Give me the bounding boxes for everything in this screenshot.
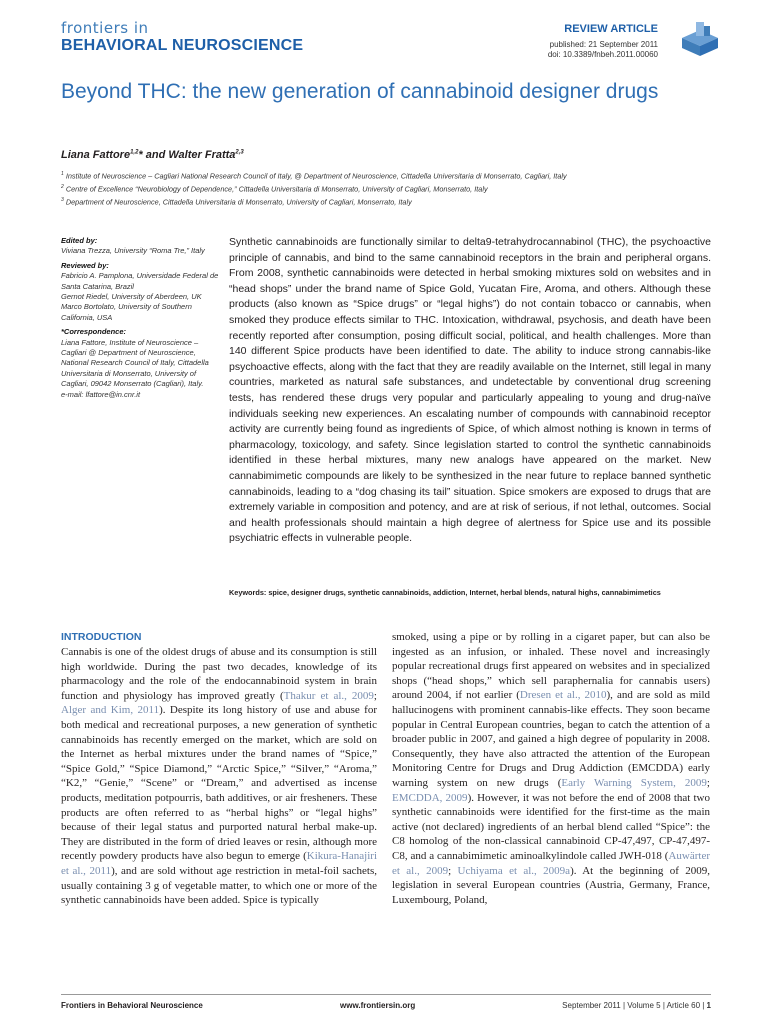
editorial-sidebar xyxy=(61,236,221,400)
reviewer: Fabricio A. Pamplona, Universidade Federal de Santa Catarina, Brazil xyxy=(61,271,219,291)
section-heading-introduction: INTRODUCTION xyxy=(61,631,142,643)
citation-link[interactable]: Thakur et al., 2009 xyxy=(283,689,374,702)
doi: doi: 10.3389/fnbeh.2011.00060 xyxy=(547,50,658,59)
body-text: Cannabis is one of the oldest drugs of abuse and its consumption is still high worldwide. During the past two decades, knowledge of its pharmacology and the role of the endocannabinoid system in brain function and physiology has improved greatly ( xyxy=(61,646,377,702)
published-date: published: 21 September 2011 xyxy=(549,40,658,49)
corresponding-marker: * xyxy=(138,149,143,161)
journal-name: BEHAVIORAL NEUROSCIENCE xyxy=(61,37,304,54)
citation-link[interactable]: Dresen et al., 2010 xyxy=(519,689,607,702)
footer-issue-info xyxy=(562,1001,711,1010)
frontiers-logo-icon xyxy=(672,20,722,60)
article-type: REVIEW ARTICLE xyxy=(564,23,658,35)
body-column-left xyxy=(61,645,377,908)
citation-link[interactable]: Early Warning System, 2009 xyxy=(561,776,707,789)
body-text: ), and are sold as mild hallucinogens with prominent cannabis-like effects. They soon became popular in Central European countries, began to catch the attention of a broader public in 2007, and gained a high degree of popularity in 2008. Consequently, they have also attracted the attention of the European Monitoring Centre for Drugs and Drug Addiction (EMCDDA) early warning system on new drugs ( xyxy=(392,689,710,789)
correspondence-text: Liana Fattore, Institute of Neuroscience – Cagliari @ Department of Neuroscience, National Research Council of Italy, Cittadella Universitaria di Monserrato, University of Cagliari, 09042 Monserrato (Cagliari), Italy. xyxy=(61,337,209,389)
citation-link[interactable]: Auwärter et al., 2009 xyxy=(392,849,710,877)
author-conjunction: and xyxy=(142,149,169,161)
footer-journal: Frontiers in Behavioral Neuroscience xyxy=(61,1001,203,1010)
publication-info xyxy=(548,40,658,60)
author-affiliation-marker: 2,3 xyxy=(235,149,244,156)
journal-series-name: frontiers in xyxy=(61,19,149,37)
affiliation xyxy=(61,197,721,206)
body-text: ; xyxy=(448,864,458,877)
affiliation-number: 2 xyxy=(61,184,64,190)
affiliation-text: Department of Neuroscience, Cittadella Universitaria di Monserrato, University of Cagliari, Monserrato, Italy xyxy=(65,197,412,207)
correspondence-email[interactable]: e-mail: lfattore@in.cnr.it xyxy=(61,389,141,399)
affiliation xyxy=(61,184,721,193)
author-name: Liana Fattore xyxy=(61,149,131,161)
reviewed-by-heading: Reviewed by: xyxy=(61,260,109,270)
citation-link[interactable]: Kikura-Hanajiri et al., 2011 xyxy=(61,850,377,877)
body-text: ; xyxy=(373,689,377,702)
keywords: Keywords: spice, designer drugs, synthetic cannabinoids, addiction, Internet, herbal blends, natural highs, cannabimimetics xyxy=(229,588,661,597)
body-text: ; xyxy=(706,776,710,789)
citation-link[interactable]: Alger and Kim, 2011 xyxy=(61,704,160,717)
edited-by-heading: Edited by: xyxy=(61,236,98,245)
author-name: Walter Fratta xyxy=(168,149,236,161)
author-affiliation-marker: 1,2 xyxy=(130,149,139,156)
reviewer: Gernot Riedel, University of Aberdeen, UK xyxy=(61,292,202,302)
body-text: ). At the beginning of 2009, legislation in several European countries (Austria, Germany, France, Luxembourg, Poland, xyxy=(392,864,710,906)
body-text: ), and are sold without age restriction in metal-foil sachets, usually containing 3 g of vegetable matter, to which one or more of the synthetic cannabinoids have been added. Spice is typically xyxy=(61,864,378,907)
body-column-right xyxy=(392,630,710,907)
affiliation-number: 3 xyxy=(61,197,64,203)
author-list xyxy=(61,149,244,161)
footer-divider xyxy=(61,994,711,995)
page-number: 1 xyxy=(706,1001,711,1010)
edited-by-text: Viviana Trezza, University “Roma Tre,” Italy xyxy=(61,246,205,256)
reviewer: Marco Bortolato, University of Southern California, USA xyxy=(61,302,192,322)
footer-issue-text: September 2011 | Volume 5 | Article 60 | xyxy=(562,1001,707,1010)
correspondence-heading: *Correspondence: xyxy=(61,327,127,337)
body-text: smoked, using a pipe or by rolling in a cigaret paper, but can also be ingested as an infusion, or inhaled. These novel and increasingly popular recreational drugs first appeared on websites and in specialized shops (“head shops,” which sell paraphernalia for cannabis users) around 2004, if not earlier ( xyxy=(392,631,710,702)
body-text: ). Despite its long history of use and abuse for both medical and recreational purposes, a new generation of synthetic cannabinoids has recently emerged on the market, which are sold on the Internet as herbal mixtures under the brand names of “Spice,” “Spice Gold,” “Spice Diamond,” “Arctic Spice,” “Silver,” “Aroma,” “K2,” “Genie,” “Scene” or “Dream,” and advertised as incense products, meditation potpourris, bath additives, or air fresheners. These products are often referred to as “herbal highs” or “legal highs” because of their legal status and purported natural herbal make-up. They are distributed in the form of dried leaves or resin, although more recently powdery products have also begun to emerge ( xyxy=(61,704,377,863)
article-title: Beyond THC: the new generation of cannabinoid designer drugs xyxy=(61,80,659,103)
affiliation-text: Centre of Excellence “Neurobiology of Dependence,” Cittadella Universitaria di Monserrato, University of Cagliari, Monserrato, Italy xyxy=(65,184,488,194)
citation-link[interactable]: Uchiyama et al., 2009a xyxy=(457,864,571,877)
footer-website[interactable]: www.frontiersin.org xyxy=(340,1001,416,1010)
affiliation-text: Institute of Neuroscience – Cagliari National Research Council of Italy, @ Department of Neuroscience, Cittadella Universitaria di Monserrato, Cagliari, Italy xyxy=(65,171,567,181)
citation-link[interactable]: EMCDDA, 2009 xyxy=(392,791,468,804)
abstract: Synthetic cannabinoids are functionally similar to delta9-tetrahydrocannabinol (THC), the psychoactive principle of cannabis, and bind to the same cannabinoid receptors in the brain and peripheral organs. From 2008, synthetic cannabinoids were detected in herbal smoking mixtures sold on websites and in “head shops” under the brand name of Spice Gold, Yucatan Fire, Aroma, and others. Although these products (also known as “Spice drugs” or “legal highs”) do not contain tobacco or cannabis, when smoked they produce effects similar to THC. Intoxication, withdrawal, psychosis, and death have been recently reported after consumption, posing difficult social, political, and health challenges. More than 140 different Spice products have been identified to date. The ability to induce strong cannabis-like psychoactive effects, along with the fact that they are readily available on the Internet, still legal in many countries, marketed as natural safe substances, and undetectable by conventional drug screening tests, has rendered these drugs very popular and particularly appealing to young and drug-naïve individuals seeking new experiences. An escalating number of compounds with cannabinoid receptor activity are currently being found as ingredients of Spice, of which almost nothing is known in terms of pharmacology, toxicology, and safety. Since legislation started to control the synthetic cannabinoids identified in these herbal mixtures, many new analogs have appeared on the market. New cannabimimetic compounds are likely to be synthesized in the near future to replace banned synthetic cannabinoids, leading to a “dog chasing its tail” situation. Spice smokers are exposed to drugs that are extremely variable in composition and potency, and are at risk of serious, if not lethal, outcomes. Social and health professionals should maintain a high degree of alertness for Spice use and its possible psychiatric effects in vulnerable people. xyxy=(229,236,711,545)
affiliation xyxy=(61,171,721,180)
affiliation-number: 1 xyxy=(61,171,64,177)
body-text: ). However, it was not before the end of 2008 that two synthetic cannabinoids were identified for the first-time as the main active (not declared) ingredients of an herbal blend called “Spice”: the C8 homolog of the non-classical cannabinoid CP-47,497, CP-47,497-C8, and a cannabimimetic aminoalkylindole called JWH-018 ( xyxy=(392,791,710,862)
